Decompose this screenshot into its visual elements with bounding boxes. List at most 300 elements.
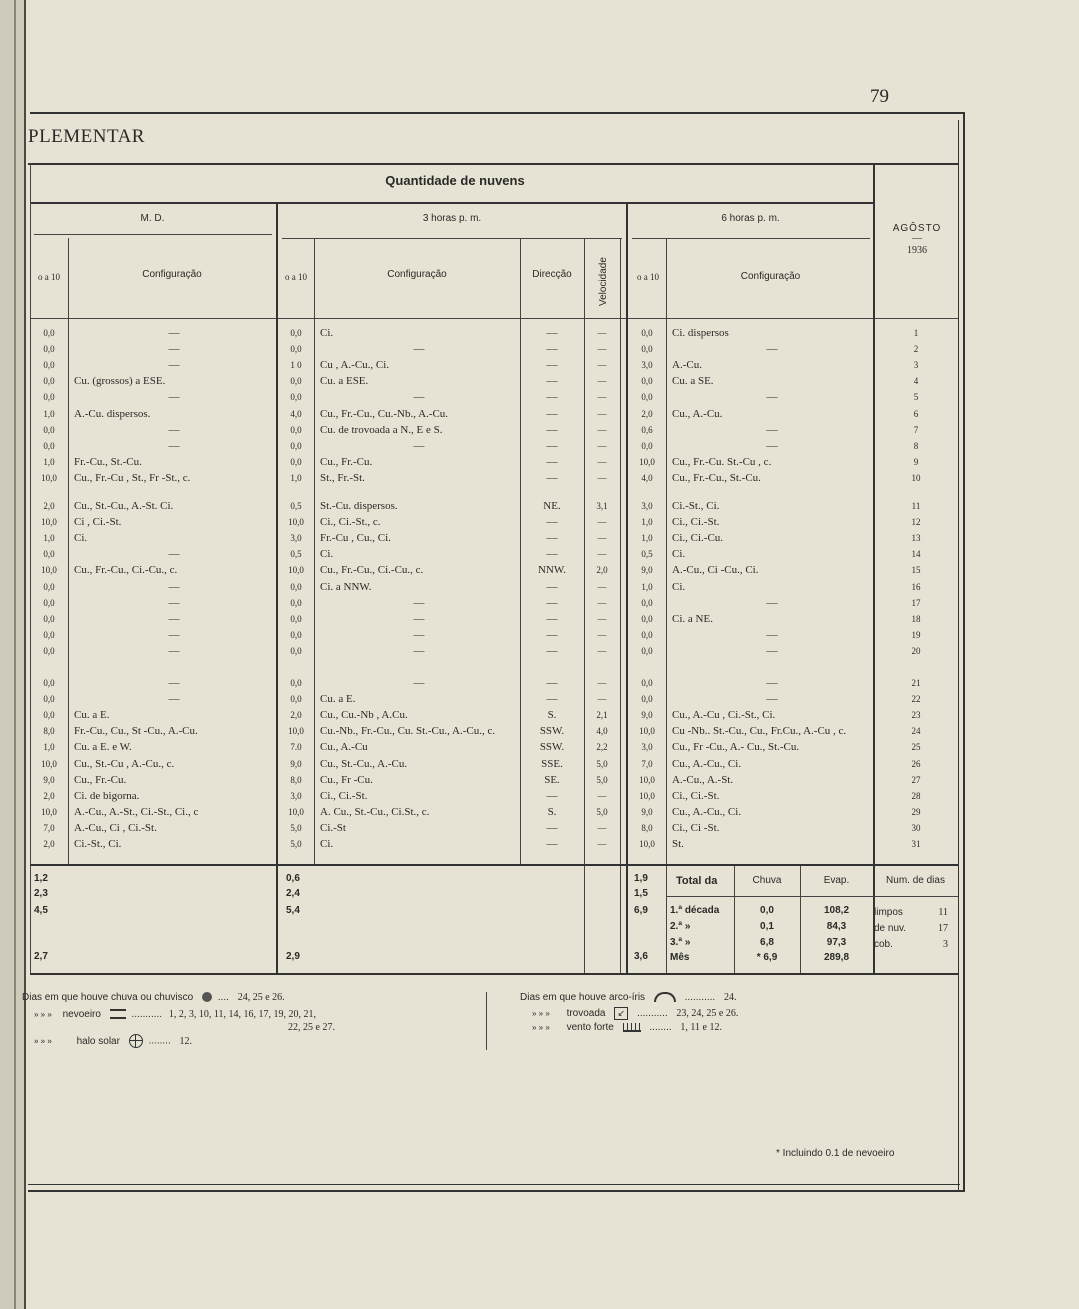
- direction: —: [546, 548, 558, 560]
- footnote-trovoada-dots: ...........: [637, 1008, 668, 1020]
- footnote-arco-days: 24.: [723, 992, 737, 1003]
- velocity: —: [597, 694, 607, 704]
- totals-chuva-value: 6,8: [760, 937, 774, 948]
- velocity: —: [597, 582, 607, 592]
- col-rule-1: [68, 238, 69, 864]
- p3-config: Ci.: [320, 327, 334, 339]
- md-config: —: [168, 645, 180, 657]
- md-config: Ci , Ci.-St.: [74, 516, 122, 528]
- main-header: Quantidade de nuvens: [385, 173, 525, 188]
- p6-config: Ci., Ci -St.: [672, 822, 720, 834]
- p3-config: —: [413, 343, 425, 355]
- totals-title: Total da: [676, 875, 718, 887]
- page-top-rule: [30, 112, 965, 114]
- direction: SSE.: [541, 758, 563, 770]
- p6-quantity: 0,6: [641, 425, 653, 435]
- direction: —: [546, 532, 558, 544]
- totals-label: Mês: [670, 952, 690, 963]
- p3-config: Ci., Ci.-St.: [320, 790, 368, 802]
- p6-config: Cu., Fr -Cu., A.- Cu., St.-Cu.: [672, 741, 800, 753]
- p3-quantity: 4,0: [290, 409, 302, 419]
- p6-quantity: 0,0: [641, 598, 653, 608]
- velocity: —: [597, 614, 607, 624]
- direction: SE.: [544, 774, 560, 786]
- p3-config: Cu , A.-Cu., Ci.: [320, 359, 390, 371]
- p6-quantity: 2,0: [641, 409, 653, 419]
- totals-evap-header: Evap.: [823, 875, 850, 886]
- group-3pm-rule: [282, 238, 622, 239]
- md-config: Cu., St.-Cu., A.-St. Ci.: [74, 500, 174, 512]
- md-config: Cu. a E. e W.: [74, 741, 132, 753]
- footnote-note: * Incluindo 0.1 de nevoeiro: [776, 1148, 895, 1159]
- md-config: Cu., Fr.-Cu , St., Fr -St., c.: [74, 472, 191, 484]
- footnote-quotes: » » »: [34, 1036, 52, 1046]
- md-quantity: 1,0: [43, 533, 55, 543]
- md-quantity: 0,0: [43, 376, 55, 386]
- p3-config: St., Fr.-St.: [320, 472, 365, 484]
- p3-quantity: 0,0: [290, 344, 302, 354]
- table-top-rule: [28, 163, 958, 165]
- p3-config: —: [413, 645, 425, 657]
- p3-quantity: 10,0: [288, 565, 304, 575]
- velocity: 3,1: [596, 501, 608, 511]
- direction: S.: [547, 709, 557, 721]
- col-rule-3: [314, 238, 315, 864]
- md-config: —: [168, 613, 180, 625]
- book-spine: [0, 0, 26, 1309]
- md-config: —: [168, 359, 180, 371]
- p6-quantity: 0,0: [641, 694, 653, 704]
- footnote-chuva-dots: ....: [217, 992, 229, 1003]
- day-number: 7: [913, 425, 919, 435]
- arco-iris-symbol-icon: [654, 992, 676, 1002]
- md-config: —: [168, 548, 180, 560]
- p3-quantity: 8,0: [290, 775, 302, 785]
- p6-quantity: 1,0: [641, 582, 653, 592]
- p3-mean: 2,4: [286, 888, 300, 899]
- p3-config: Ci.: [320, 838, 334, 850]
- velocity: 5,0: [596, 759, 608, 769]
- md-config: Fr.-Cu., Cu., St -Cu., A.-Cu.: [74, 725, 198, 737]
- p6-mean: 6,9: [634, 905, 648, 916]
- page-number: 79: [870, 86, 889, 107]
- page-right-rule-inner: [958, 120, 959, 1190]
- footnote-nevoeiro-days2: 22, 25 e 27.: [288, 1022, 335, 1033]
- md-quantity: 0,0: [43, 598, 55, 608]
- md-quantity: 2,0: [43, 791, 55, 801]
- p6-quantity: 0,5: [641, 549, 653, 559]
- day-number: 5: [913, 392, 919, 402]
- p3-quantity: 7.0: [290, 742, 302, 752]
- totals-chuva-value: 0,0: [760, 905, 774, 916]
- p6-config: Cu., Fr.-Cu., St.-Cu.: [672, 472, 761, 484]
- p3-config: Cu., Fr.-Cu., Ci.-Cu., c.: [320, 564, 424, 576]
- p3-config: Fr.-Cu , Cu., Ci.: [320, 532, 391, 544]
- dias-header-rule: [873, 896, 958, 897]
- p3-config: Ci.: [320, 548, 334, 560]
- p6-quantity: 9,0: [641, 710, 653, 720]
- col-3pm-config: Configuração: [387, 269, 447, 280]
- col-velocity: Velocidade: [598, 257, 609, 306]
- col-md-scale: o a 10: [38, 272, 60, 282]
- p6-config: A.-Cu.: [672, 359, 702, 371]
- md-quantity: 7,0: [43, 823, 55, 833]
- p3-config: —: [413, 391, 425, 403]
- p3-config: St.-Cu. dispersos.: [320, 500, 398, 512]
- p3-mean: 0,6: [286, 873, 300, 884]
- day-number: 4: [913, 376, 919, 386]
- group-md-rule: [34, 234, 272, 235]
- p3-quantity: 1 0: [290, 360, 302, 370]
- p3-quantity: 5,0: [290, 823, 302, 833]
- p6-quantity: 8,0: [641, 823, 653, 833]
- direction: —: [546, 693, 558, 705]
- p6-config: Cu -Nb.. St.-Cu., Cu., Fr.Cu., A.-Cu , c.: [672, 725, 847, 737]
- p6-config: Ci.-St., Ci.: [672, 500, 720, 512]
- velocity: —: [597, 376, 607, 386]
- summary-bottom-rule: [30, 973, 958, 975]
- direction: SSW.: [539, 725, 565, 737]
- p6-quantity: 9,0: [641, 807, 653, 817]
- p6-config: A.-Cu., A.-St.: [672, 774, 734, 786]
- footnote-vento: [532, 1022, 722, 1033]
- footnote-trovoada: [532, 1007, 738, 1020]
- velocity: —: [597, 549, 607, 559]
- p3-quantity: 3,0: [290, 533, 302, 543]
- p6-config: Ci., Ci.-Cu.: [672, 532, 724, 544]
- velocity: —: [597, 630, 607, 640]
- footnote-nevoeiro-dots: ...........: [131, 1009, 163, 1020]
- direction: —: [546, 790, 558, 802]
- md-quantity: 2,0: [43, 501, 55, 511]
- p6-config: Ci.: [672, 548, 686, 560]
- p6-quantity: 3,0: [641, 501, 653, 511]
- day-number: 22: [911, 694, 921, 704]
- p6-quantity: 0,0: [641, 630, 653, 640]
- direction: —: [546, 391, 558, 403]
- p3-config: Cu. de trovoada a N., E e S.: [320, 424, 443, 436]
- p6-config: —: [766, 391, 778, 403]
- p6-config: —: [766, 343, 778, 355]
- day-number: 8: [913, 441, 919, 451]
- velocity: 2,1: [596, 710, 608, 720]
- dias-header: Num. de dias: [886, 875, 945, 886]
- md-quantity: 0,0: [43, 425, 55, 435]
- p6-config: —: [766, 693, 778, 705]
- header-bottom-rule: [30, 318, 958, 319]
- direction: —: [546, 440, 558, 452]
- footnote-arco-dots: ...........: [684, 992, 716, 1003]
- p6-quantity: 3,0: [641, 360, 653, 370]
- md-config: A.-Cu. dispersos.: [74, 408, 151, 420]
- velocity: —: [597, 678, 607, 688]
- day-number: 30: [911, 823, 921, 833]
- md-quantity: 0,0: [43, 328, 55, 338]
- md-config: —: [168, 440, 180, 452]
- direction: SSW.: [539, 741, 565, 753]
- totals-label: 3.ª »: [670, 937, 691, 948]
- p6-quantity: 10,0: [639, 457, 655, 467]
- md-mean: 1,2: [34, 873, 48, 884]
- p6-quantity: 0,0: [641, 646, 653, 656]
- footnote-chuva: [22, 992, 285, 1003]
- md-config: —: [168, 343, 180, 355]
- p6-config: Ci. dispersos: [672, 327, 729, 339]
- day-number: 25: [911, 742, 921, 752]
- direction: —: [546, 516, 558, 528]
- md-quantity: 10,0: [41, 759, 57, 769]
- md-quantity: 0,0: [43, 710, 55, 720]
- footnote-quotes: » » »: [532, 1023, 550, 1032]
- md-quantity: 2,0: [43, 839, 55, 849]
- p3-config: —: [413, 613, 425, 625]
- velocity: 5,0: [596, 807, 608, 817]
- p6-quantity: 1,0: [641, 533, 653, 543]
- p3-quantity: 0,0: [290, 425, 302, 435]
- velocity: —: [597, 409, 607, 419]
- p6-config: —: [766, 424, 778, 436]
- dias-value: 11: [938, 907, 948, 918]
- p3-quantity: 0,0: [290, 614, 302, 624]
- p3-quantity: 0,0: [290, 376, 302, 386]
- trovoada-symbol-icon: ↙: [614, 1007, 628, 1020]
- footnote-halo-dots: ........: [148, 1035, 171, 1047]
- p6-mean: 1,9: [634, 873, 648, 884]
- p6-config: —: [766, 677, 778, 689]
- col-direction: Direcção: [532, 269, 572, 280]
- velocity: —: [597, 360, 607, 370]
- day-number: 19: [911, 630, 921, 640]
- col-6pm-scale: o a 10: [637, 272, 659, 282]
- page-bottom-rule: [28, 1190, 965, 1192]
- footnote-trovoada-label: trovoada: [566, 1008, 606, 1020]
- p6-config: Ci., Ci.-St.: [672, 516, 720, 528]
- dias-value: 3: [943, 939, 948, 950]
- footnote-vento-days: 1, 11 e 12.: [680, 1022, 722, 1033]
- velocity: —: [597, 517, 607, 527]
- p3-quantity: 0,0: [290, 694, 302, 704]
- md-quantity: 0,0: [43, 441, 55, 451]
- dias-label: limpos: [874, 907, 903, 918]
- velocity: —: [597, 473, 607, 483]
- velocity: —: [597, 441, 607, 451]
- totals-evap-value: 84,3: [826, 921, 847, 932]
- chuva-symbol-icon: [202, 992, 212, 1002]
- p3-config: Ci., Ci.-St., c.: [320, 516, 381, 528]
- velocity: —: [597, 791, 607, 801]
- velocity: —: [597, 425, 607, 435]
- day-number: 10: [911, 473, 921, 483]
- month-dash: —: [912, 233, 922, 244]
- direction: —: [546, 424, 558, 436]
- day-number: 23: [911, 710, 921, 720]
- direction: —: [546, 645, 558, 657]
- day-number: 18: [911, 614, 921, 624]
- md-mean: 2,7: [34, 951, 48, 962]
- md-config: Cu., St.-Cu , A.-Cu., c.: [74, 758, 175, 770]
- footnote-halo-label: halo solar: [76, 1035, 120, 1047]
- p6-quantity: 0,0: [641, 328, 653, 338]
- halo-symbol-icon: [129, 1034, 143, 1048]
- p6-quantity: 0,0: [641, 344, 653, 354]
- md-quantity: 0,0: [43, 646, 55, 656]
- day-number: 26: [911, 759, 921, 769]
- velocity: 5,0: [596, 775, 608, 785]
- group-6pm: 6 horas p. m.: [721, 213, 780, 224]
- day-number: 27: [911, 775, 921, 785]
- p6-config: Ci.: [672, 581, 686, 593]
- day-number: 9: [913, 457, 919, 467]
- day-number: 17: [911, 598, 921, 608]
- main-header-rule: [30, 202, 873, 204]
- footnote-halo: [34, 1034, 192, 1048]
- direction: —: [546, 581, 558, 593]
- group-md: M. D.: [140, 213, 165, 224]
- p6-config: —: [766, 645, 778, 657]
- p3-config: Cu., Fr.-Cu.: [320, 456, 373, 468]
- direction: —: [546, 408, 558, 420]
- p3-quantity: 0,0: [290, 328, 302, 338]
- day-number: 16: [911, 582, 921, 592]
- md-quantity: 0,0: [43, 360, 55, 370]
- footnote-halo-days: 12.: [179, 1035, 193, 1047]
- md-config: —: [168, 327, 180, 339]
- md-quantity: 0,0: [43, 678, 55, 688]
- totals-evap-value: 97,3: [826, 937, 847, 948]
- p3-config: Cu. a ESE.: [320, 375, 369, 387]
- p3-config: Cu., Fr.-Cu., Cu.-Nb., A.-Cu.: [320, 408, 449, 420]
- day-number: 28: [911, 791, 921, 801]
- md-config: —: [168, 391, 180, 403]
- velocity: —: [597, 344, 607, 354]
- p3-quantity: 0,5: [290, 501, 302, 511]
- p6-config: Ci., Ci.-St.: [672, 790, 720, 802]
- p6-quantity: 3,0: [641, 742, 653, 752]
- p6-quantity: 1,0: [641, 517, 653, 527]
- md-mean: 4,5: [34, 905, 48, 916]
- footnote-chuva-days: 24, 25 e 26.: [237, 992, 285, 1003]
- direction: —: [546, 838, 558, 850]
- p3-quantity: 0,0: [290, 646, 302, 656]
- md-quantity: 0,0: [43, 630, 55, 640]
- footnote-arco: [520, 992, 736, 1003]
- p6-config: —: [766, 597, 778, 609]
- p6-config: A.-Cu., Ci -Cu., Ci.: [672, 564, 759, 576]
- p6-config: Cu. a SE.: [672, 375, 714, 387]
- page-bottom-rule-inner: [28, 1184, 960, 1185]
- footnote-quotes: » » »: [532, 1009, 550, 1019]
- direction: —: [546, 456, 558, 468]
- md-quantity: 1,0: [43, 409, 55, 419]
- md-config: Ci.: [74, 532, 88, 544]
- day-number: 29: [911, 807, 921, 817]
- totals-label: 1.ª década: [670, 905, 720, 916]
- md-quantity: 1,0: [43, 457, 55, 467]
- p3-quantity: 0,0: [290, 582, 302, 592]
- p3-config: Cu.-Nb., Fr.-Cu., Cu. St.-Cu., A.-Cu., c.: [320, 725, 496, 737]
- md-config: Cu. a E.: [74, 709, 110, 721]
- p3-quantity: 0,0: [290, 678, 302, 688]
- p6-quantity: 10,0: [639, 775, 655, 785]
- p6-config: Cu., Fr.-Cu. St.-Cu , c.: [672, 456, 772, 468]
- p6-config: Cu., A.-Cu , Ci.-St., Ci.: [672, 709, 776, 721]
- footnote-chuva-label: Dias em que houve chuva ou chuvisco: [22, 992, 194, 1003]
- p3-config: Ci.-St: [320, 822, 346, 834]
- p6-quantity: 0,0: [641, 614, 653, 624]
- day-number: 31: [911, 839, 921, 849]
- p3-quantity: 10,0: [288, 726, 304, 736]
- p6-config: Cu., A.-Cu., Ci.: [672, 758, 742, 770]
- day-number: 11: [911, 501, 921, 511]
- p3-quantity: 1,0: [290, 473, 302, 483]
- footnote-nevoeiro-label: nevoeiro: [62, 1009, 101, 1020]
- md-quantity: 10,0: [41, 517, 57, 527]
- md-config: Cu., Fr.-Cu., Ci.-Cu., c.: [74, 564, 178, 576]
- velocity: —: [597, 839, 607, 849]
- p6-config: St.: [672, 838, 684, 850]
- direction: —: [546, 472, 558, 484]
- p3-quantity: 0,0: [290, 598, 302, 608]
- col-md-config: Configuração: [142, 269, 202, 280]
- direction: —: [546, 822, 558, 834]
- p3-quantity: 10,0: [288, 517, 304, 527]
- direction: NE.: [543, 500, 561, 512]
- p6-config: —: [766, 440, 778, 452]
- p6-quantity: 0,0: [641, 376, 653, 386]
- p3-config: Cu., Fr -Cu.: [320, 774, 373, 786]
- day-number: 6: [913, 409, 919, 419]
- velocity: —: [597, 646, 607, 656]
- totals-label: 2.ª »: [670, 921, 691, 932]
- p6-config: Cu., A.-Cu.: [672, 408, 723, 420]
- dias-label: cob.: [874, 939, 893, 950]
- velocity: —: [597, 328, 607, 338]
- footnote-nevoeiro: [34, 1009, 316, 1020]
- footnote-vento-dots: ........: [649, 1022, 672, 1033]
- col-3pm-scale: o a 10: [285, 272, 307, 282]
- md-quantity: 10,0: [41, 473, 57, 483]
- md-quantity: 0,0: [43, 614, 55, 624]
- dias-label: de nuv.: [874, 923, 907, 934]
- p3-quantity: 2,0: [290, 710, 302, 720]
- md-quantity: 0,0: [43, 582, 55, 592]
- footnote-nevoeiro-days: 1, 2, 3, 10, 11, 14, 16, 17, 19, 20, 21,: [168, 1009, 316, 1020]
- p3-config: Ci. a NNW.: [320, 581, 372, 593]
- p3-config: —: [413, 440, 425, 452]
- p3-quantity: 3,0: [290, 791, 302, 801]
- day-number: 1: [913, 328, 919, 338]
- md-quantity: 1,0: [43, 742, 55, 752]
- p3-config: —: [413, 677, 425, 689]
- p3-mean: 5,4: [286, 905, 300, 916]
- direction: —: [546, 375, 558, 387]
- md-config: —: [168, 424, 180, 436]
- direction: —: [546, 343, 558, 355]
- velocity: 2,0: [596, 565, 608, 575]
- p6-quantity: 10,0: [639, 839, 655, 849]
- p6-quantity: 4,0: [641, 473, 653, 483]
- p3-quantity: 0,0: [290, 392, 302, 402]
- page-right-rule: [963, 112, 965, 1192]
- p3-quantity: 0,0: [290, 441, 302, 451]
- velocity: —: [597, 533, 607, 543]
- group-3pm: 3 horas p. m.: [422, 213, 482, 224]
- day-number: 20: [911, 646, 921, 656]
- totals-evap-value: 289,8: [823, 952, 850, 963]
- totals-chuva-value: 0,1: [760, 921, 774, 932]
- md-config: —: [168, 693, 180, 705]
- direction: —: [546, 359, 558, 371]
